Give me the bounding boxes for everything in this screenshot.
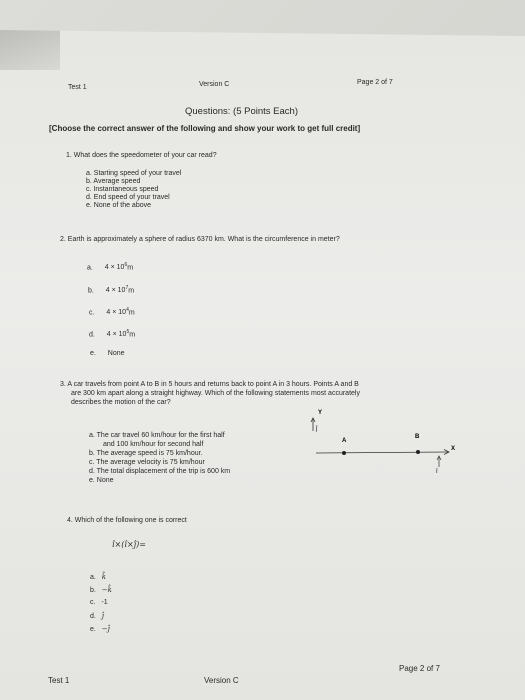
q2-option-a-base: 4 × 10 <box>104 264 125 272</box>
q4-option-a <box>90 573 106 581</box>
q3-option-e: e. None <box>89 477 114 484</box>
q1-stem: 1. What does the speedometer of your car read? <box>66 152 217 159</box>
q2-option-c-base: 4 × 10 <box>106 309 127 317</box>
q4-option-e <box>90 625 110 633</box>
q2-option-c-exp: 4 <box>126 307 129 313</box>
q3-stem-line1: 3. A car travels from point A to B in 5 hours and returns back to point A in 3 hours. Points A and B <box>60 381 359 388</box>
instruction: [Choose the correct answer of the following and show your work to get full credit] <box>49 124 361 133</box>
q2-option-c-letter: c. <box>89 309 95 317</box>
q2-option-c-unit: m <box>128 309 135 317</box>
point-a-label: A <box>342 438 347 444</box>
q4-option-b-letter: b. <box>90 587 96 594</box>
q2-option-e <box>90 350 125 357</box>
q3-stem-line2: are 300 km apart along a straight highway. Which of the following statements most accurately <box>71 390 360 397</box>
q2-option-c <box>89 307 135 316</box>
q2-option-a <box>87 262 133 271</box>
q3-option-a: a. The car travel 60 km/hour for the first half <box>89 432 225 439</box>
j-hat-label: ĵ <box>316 426 318 432</box>
x-axis-label: X <box>451 446 456 452</box>
q1-option-b: b. Average speed <box>86 178 141 185</box>
q4-option-a-letter: a. <box>90 574 96 581</box>
q4-option-d-letter: d. <box>90 613 96 620</box>
q4-option-c-letter: c. <box>90 599 96 606</box>
q2-option-b-unit: m <box>128 287 135 295</box>
q2-option-d-base: 4 × 10 <box>106 331 127 339</box>
q3-stem-line3: describes the motion of the car? <box>71 399 171 406</box>
footer-test: Test 1 <box>48 676 70 685</box>
page-title: Questions: (5 Points Each) <box>185 106 298 117</box>
footer-version: Version C <box>204 676 239 685</box>
point-a-dot <box>342 451 346 455</box>
q1-option-a: a. Starting speed of your travel <box>86 170 182 177</box>
q2-option-a-letter: a. <box>87 264 93 272</box>
q4-option-e-letter: e. <box>90 626 96 633</box>
q3-option-c: c. The average velocity is 75 km/hour <box>89 459 205 466</box>
q2-stem: 2. Earth is approximately a sphere of radius 6370 km. What is the circumference in meter? <box>60 236 340 243</box>
q2-option-b-exp: 7 <box>125 285 129 291</box>
point-b-label: B <box>415 434 420 440</box>
q2-option-a-exp: 6 <box>124 262 128 268</box>
q2-option-e-text: None <box>107 350 125 357</box>
q2-option-b-base: 4 × 10 <box>105 287 126 295</box>
header-test: Test 1 <box>68 84 87 91</box>
q3-coordinate-diagram <box>306 405 466 475</box>
x-axis-line <box>316 452 448 453</box>
q1-option-d: d. End speed of your travel <box>86 194 170 201</box>
q2-option-d-unit: m <box>129 331 136 339</box>
q2-option-b <box>88 285 134 294</box>
q4-option-e-value: −ĵ <box>101 625 110 633</box>
q2-option-d-letter: d. <box>89 331 95 339</box>
q3-option-b: b. The average speed is 75 km/hour. <box>89 450 203 457</box>
q3-option-d: d. The total displacement of the trip is 600 km <box>89 468 231 475</box>
q4-option-d-value: ĵ <box>101 612 104 620</box>
page-fold <box>0 30 60 70</box>
i-hat-label: î <box>436 469 438 475</box>
q4-option-a-value: k̂ <box>101 573 107 581</box>
q4-option-c-value: -1 <box>101 599 108 606</box>
q4-option-b-value: −k̂ <box>101 586 112 594</box>
q2-option-b-letter: b. <box>88 287 94 295</box>
q4-expression: î×(î×ĵ)= <box>112 540 146 549</box>
q3-option-a-cont: and 100 km/hour for second half <box>103 441 204 448</box>
q2-option-d-exp: 5 <box>126 329 130 335</box>
q2-option-e-letter: e. <box>90 350 96 357</box>
q2-option-a-unit: m <box>127 264 134 272</box>
q4-option-c <box>90 599 108 606</box>
q4-option-d <box>90 612 104 620</box>
point-b-dot <box>416 450 420 454</box>
q4-stem: 4. Which of the following one is correct <box>67 517 187 524</box>
header-version: Version C <box>199 81 230 88</box>
q1-option-e: e. None of the above <box>86 202 151 209</box>
q4-option-b <box>90 586 112 594</box>
q2-option-d <box>89 329 135 338</box>
header-page: Page 2 of 7 <box>357 79 393 86</box>
footer-page: Page 2 of 7 <box>399 664 440 673</box>
q1-option-c: c. Instantaneous speed <box>86 186 159 193</box>
y-axis-label: Y <box>318 410 323 416</box>
